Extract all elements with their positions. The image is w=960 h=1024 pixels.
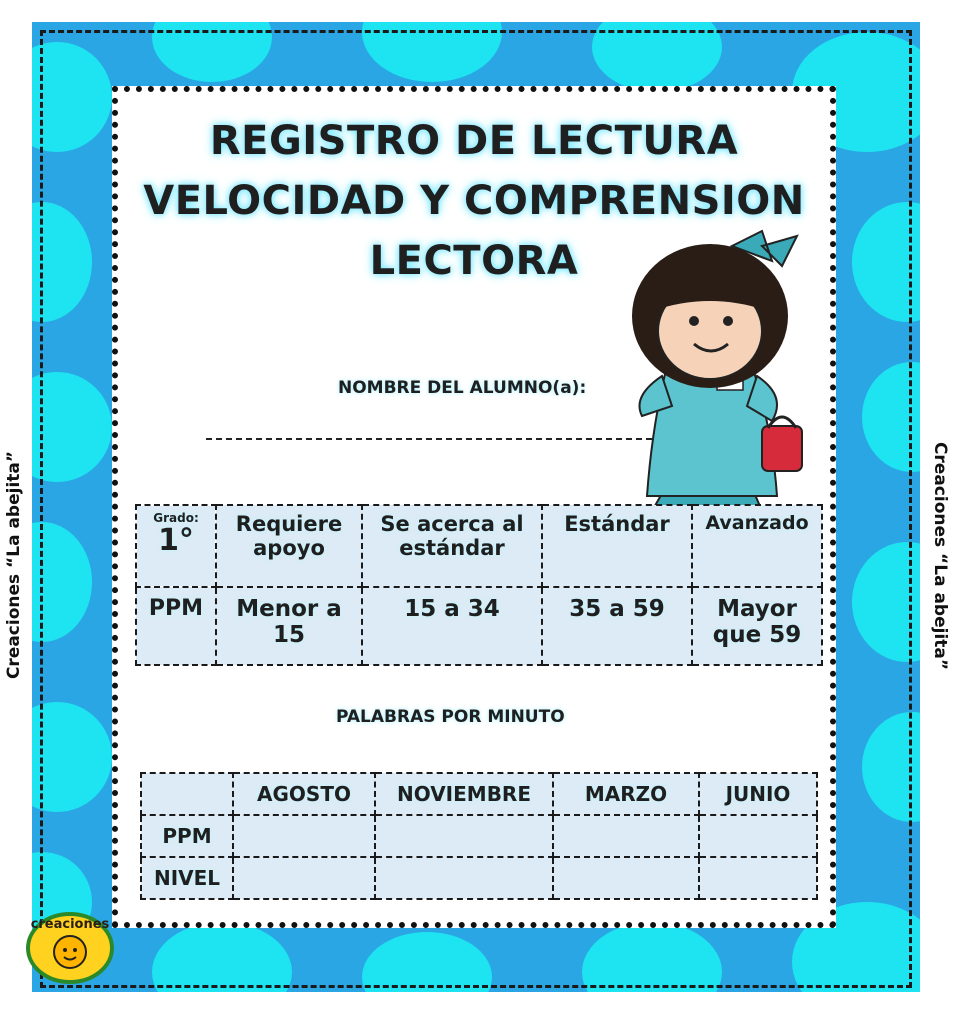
title-line-3: LECTORA	[369, 238, 579, 284]
grade-cell	[136, 505, 216, 587]
title-line-1: REGISTRO DE LECTURA	[209, 118, 739, 164]
month-noviembre: NOVIEMBRE	[375, 773, 553, 815]
ppm-se-acerca: 15 a 34	[362, 587, 542, 665]
ppm-agosto-cell[interactable]	[233, 815, 375, 857]
row-ppm-label: PPM	[141, 815, 233, 857]
ppm-marzo-cell[interactable]	[553, 815, 699, 857]
words-per-minute-label: PALABRAS POR MINUTO	[336, 707, 565, 727]
month-junio: JUNIO	[699, 773, 817, 815]
levels-table	[135, 504, 823, 666]
header-avanzado: Avanzado	[692, 505, 822, 587]
nivel-marzo-cell[interactable]	[553, 857, 699, 899]
grade-value: 1°	[158, 523, 194, 558]
month-marzo: MARZO	[553, 773, 699, 815]
corner-cell	[141, 773, 233, 815]
nivel-agosto-cell[interactable]	[233, 857, 375, 899]
creaciones-logo	[24, 906, 116, 986]
side-credit-right: Creaciones “La abejita”	[930, 441, 950, 671]
month-agosto: AGOSTO	[233, 773, 375, 815]
ppm-estandar: 35 a 59	[542, 587, 692, 665]
title-line-2: VELOCIDAD Y COMPRENSION	[143, 178, 805, 224]
nivel-junio-cell[interactable]	[699, 857, 817, 899]
ppm-junio-cell[interactable]	[699, 815, 817, 857]
ppm-row-label: PPM	[136, 587, 216, 665]
nivel-noviembre-cell[interactable]	[375, 857, 553, 899]
side-credit-left: Creaciones “La abejita”	[4, 450, 24, 680]
row-nivel-label: NIVEL	[141, 857, 233, 899]
ppm-noviembre-cell[interactable]	[375, 815, 553, 857]
girl-illustration	[612, 226, 826, 516]
ppm-avanzado: Mayor que 59	[692, 587, 822, 665]
monthly-record-table	[140, 772, 818, 900]
student-name-label: NOMBRE DEL ALUMNO(a):	[338, 378, 587, 398]
header-se-acerca: Se acerca al estándar	[362, 505, 542, 587]
grade-label: Grado:	[153, 511, 199, 525]
header-estandar: Estándar	[542, 505, 692, 587]
ppm-requiere-apoyo: Menor a 15	[216, 587, 362, 665]
logo-text: creaciones	[30, 917, 110, 932]
header-requiere-apoyo: Requiere apoyo	[216, 505, 362, 587]
